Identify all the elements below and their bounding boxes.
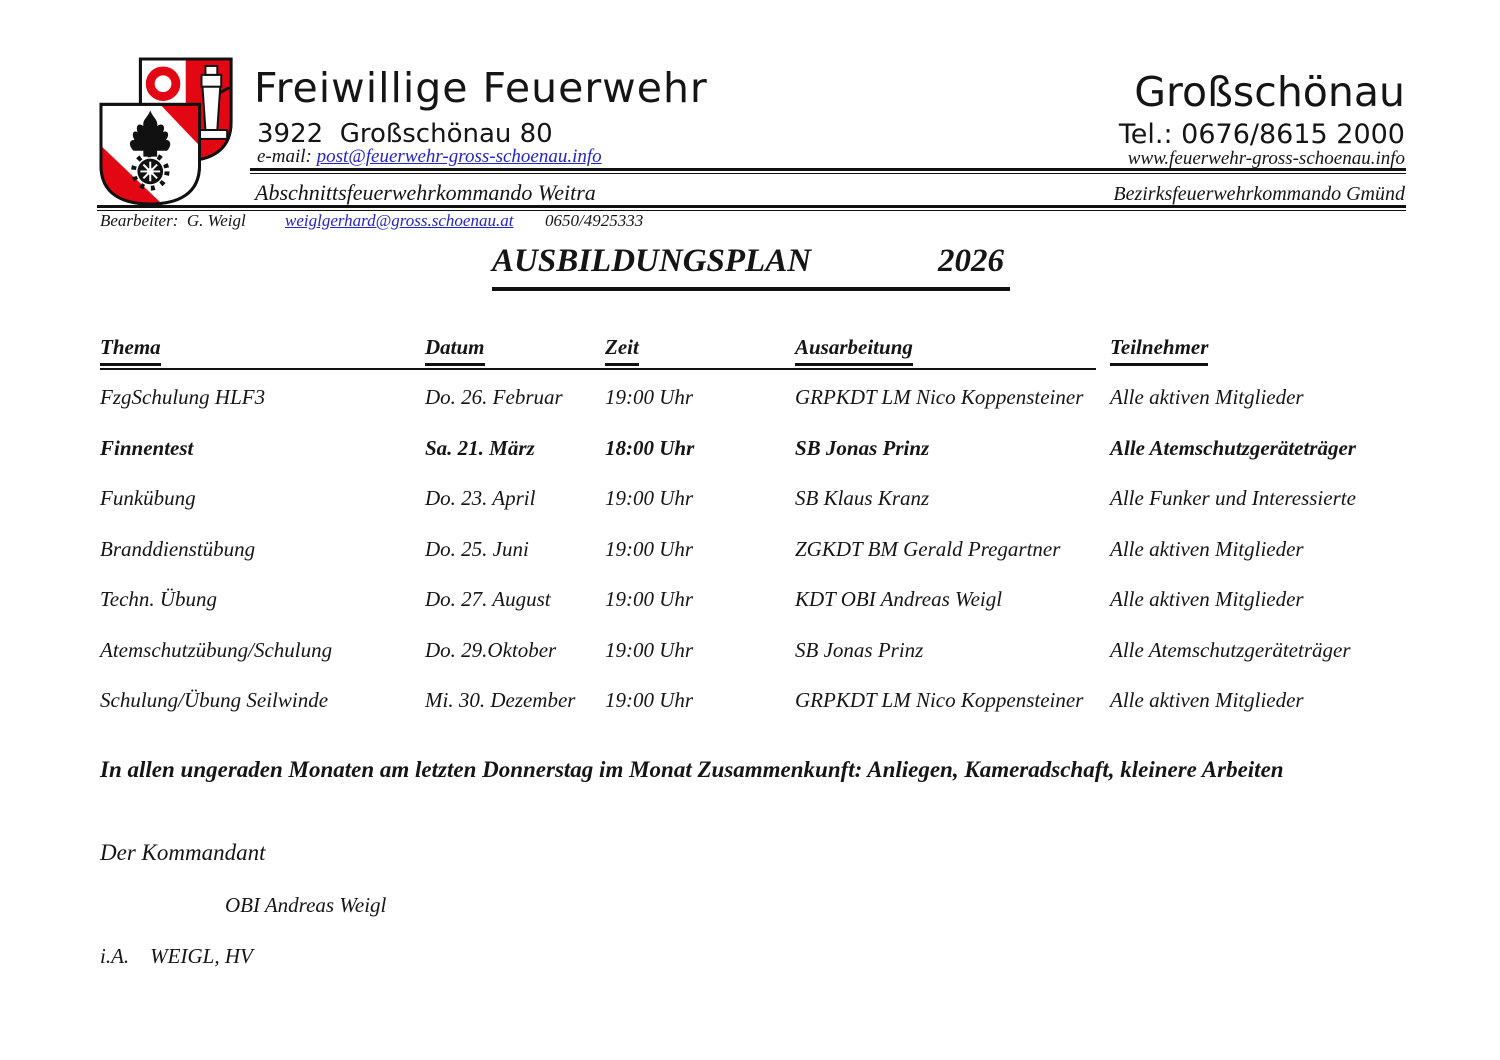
cell-ausarbeitung: GRPKDT LM Nico Koppensteiner xyxy=(795,385,1084,409)
cell-thema: FzgSchulung HLF3 xyxy=(100,385,266,409)
cell-teilnehmer: Alle aktiven Mitglieder xyxy=(1110,688,1304,712)
cell-thema: Techn. Übung xyxy=(100,587,218,611)
district-command-right: Bezirksfeuerwehrkommando Gmünd xyxy=(1113,183,1405,205)
cell-teilnehmer: Alle aktiven Mitglieder xyxy=(1110,587,1304,611)
signature-initials: i.A. WEIGL, HV xyxy=(100,944,253,968)
editor-label: Bearbeiter: G. Weigl xyxy=(100,211,246,230)
column-header-thema: Thema xyxy=(100,335,425,366)
column-header-datum: Datum xyxy=(425,335,605,366)
cell-thema: Schulung/Übung Seilwinde xyxy=(100,688,329,712)
cell-zeit: 19:00 Uhr xyxy=(605,688,694,712)
cell-datum: Do. 23. April xyxy=(425,486,536,510)
table-row xyxy=(100,385,1405,436)
title-year: 2026 xyxy=(938,243,1004,279)
cell-zeit: 19:00 Uhr xyxy=(605,536,694,561)
cell-zeit: 18:00 Uhr xyxy=(605,435,695,460)
cell-datum: Do. 29.Oktober xyxy=(425,637,557,662)
email-row xyxy=(257,146,602,168)
table-row xyxy=(100,486,1405,537)
editor-phone: 0650/4925333 xyxy=(545,211,644,230)
cell-ausarbeitung: GRPKDT LM Nico Koppensteiner xyxy=(795,688,1084,712)
cell-zeit: 19:00 Uhr xyxy=(605,637,694,662)
org-name: Freiwillige Feuerwehr xyxy=(254,64,708,112)
cell-thema: Funkübung xyxy=(100,486,196,510)
cell-datum: Sa. 21. März xyxy=(425,435,535,460)
column-header-teilnehmer: Teilnehmer xyxy=(1110,335,1405,366)
editor-row xyxy=(0,211,1500,235)
training-plan-table xyxy=(100,335,1405,739)
cell-ausarbeitung: ZGKDT BM Gerald Pregartner xyxy=(795,536,1061,561)
cell-teilnehmer: Alle aktiven Mitglieder xyxy=(1110,536,1304,561)
table-row xyxy=(100,436,1405,487)
cell-datum: Do. 25. Juni xyxy=(425,536,529,561)
cell-thema: Finnentest xyxy=(100,435,194,460)
cell-teilnehmer: Alle Atemschutzgeräteträger xyxy=(1110,637,1351,662)
cell-datum: Do. 26. Februar xyxy=(425,385,563,409)
title-text: AUSBILDUNGSPLAN xyxy=(492,243,812,279)
district-command-left: Abschnittsfeuerwehrkommando Weitra xyxy=(255,180,596,205)
cell-teilnehmer: Alle aktiven Mitglieder xyxy=(1110,385,1304,409)
cell-teilnehmer: Alle Atemschutzgeräteträger xyxy=(1110,435,1356,460)
email-link[interactable]: post@feuerwehr-gross-schoenau.info xyxy=(316,146,602,167)
cell-ausarbeitung: SB Jonas Prinz xyxy=(795,637,924,662)
cell-zeit: 19:00 Uhr xyxy=(605,587,694,611)
cell-datum: Do. 27. August xyxy=(425,587,551,611)
email-label: e-mail: xyxy=(257,146,317,167)
cell-ausarbeitung: KDT OBI Andreas Weigl xyxy=(795,587,1003,611)
cell-ausarbeitung: SB Jonas Prinz xyxy=(795,435,930,460)
table-row xyxy=(100,537,1405,588)
place-name: Großschönau xyxy=(1134,68,1405,116)
signature-name: OBI Andreas Weigl xyxy=(225,893,387,917)
cell-datum: Mi. 30. Dezember xyxy=(425,688,576,712)
cell-teilnehmer: Alle Funker und Interessierte xyxy=(1110,486,1356,510)
phone-number: Tel.: 0676/8615 2000 xyxy=(1118,119,1405,150)
cell-thema: Branddienstübung xyxy=(100,536,256,561)
cell-ausarbeitung: SB Klaus Kranz xyxy=(795,486,930,510)
editor-email-link[interactable]: weiglgerhard@gross.schoenau.at xyxy=(285,211,514,230)
letterhead-divider-top xyxy=(250,168,1406,174)
table-header-row xyxy=(100,335,1405,385)
column-header-ausarbeitung: Ausarbeitung xyxy=(795,335,1110,366)
fire-brigade-crest-logo xyxy=(99,57,237,207)
cell-zeit: 19:00 Uhr xyxy=(605,385,694,409)
cell-zeit: 19:00 Uhr xyxy=(605,486,694,510)
column-header-zeit: Zeit xyxy=(605,335,795,366)
table-row xyxy=(100,688,1405,739)
signature-role: Der Kommandant xyxy=(100,840,266,865)
table-header-rule xyxy=(100,368,1096,370)
org-address: 3922 Großschönau 80 xyxy=(257,119,553,149)
cell-thema: Atemschutzübung/Schulung xyxy=(100,637,333,662)
document-title xyxy=(492,243,1010,291)
table-row xyxy=(100,638,1405,689)
website-url: www.feuerwehr-gross-schoenau.info xyxy=(1127,148,1405,169)
monthly-meeting-note: In allen ungeraden Monaten am letzten Donnerstag im Monat Zusammenkunft: Anliegen, Kameradschaft, kleinere Arbeiten xyxy=(100,757,1284,782)
table-row xyxy=(100,587,1405,638)
